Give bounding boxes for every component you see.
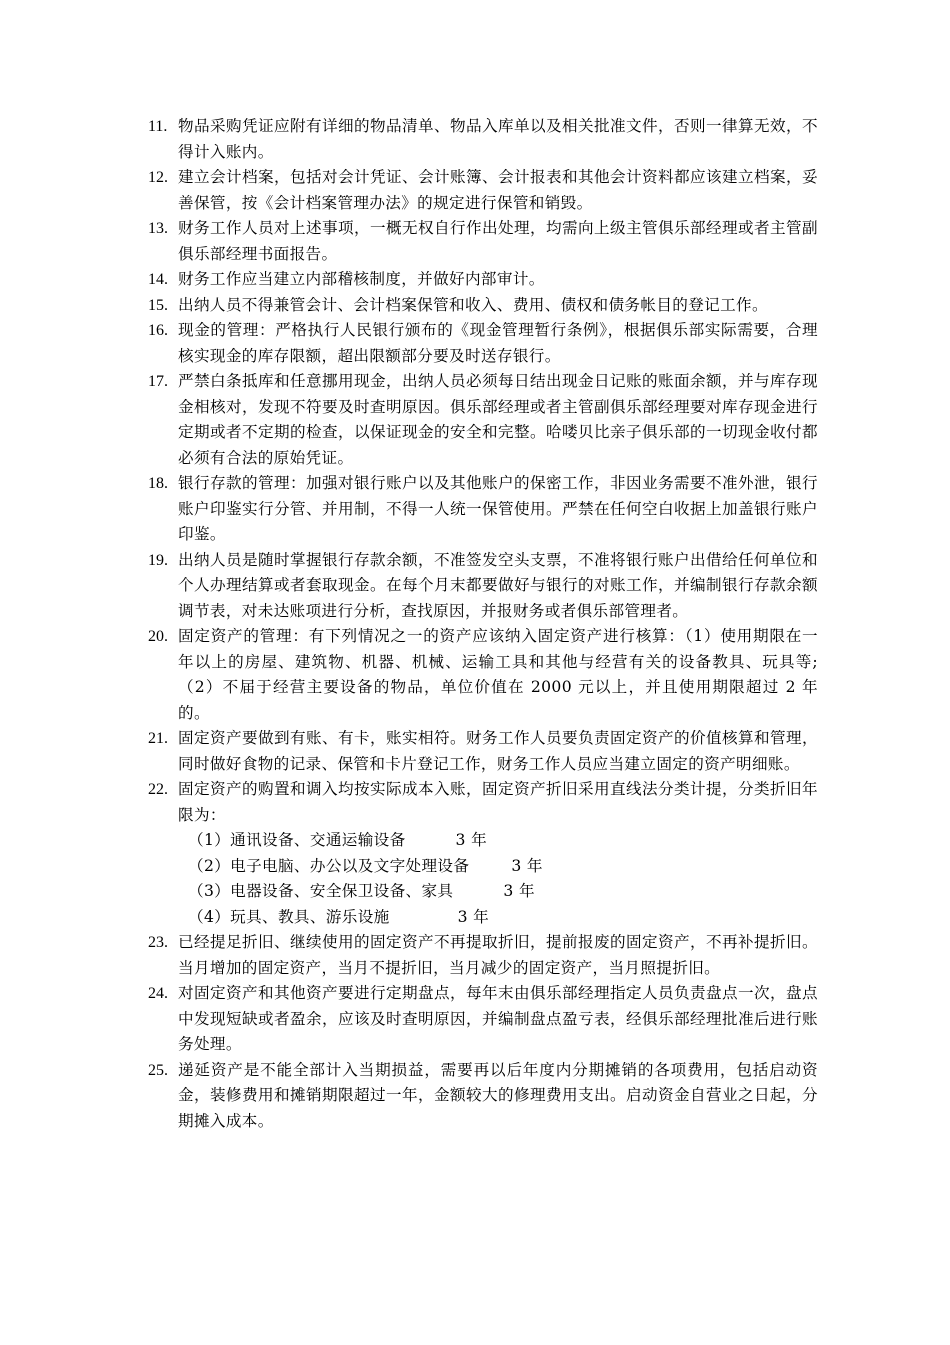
depreciation-years: 3 年 xyxy=(511,856,543,875)
item-text: 出纳人员是随时掌握银行存款余额，不准签发空头支票，不准将银行账户出借给任何单位和个人办理结算或者套取现金。在每个月末都要做好与银行的对账工作，并编制银行存款余额调节表，对未达账项进行分析，查找原因，并报财务或者俱乐部管理者。 xyxy=(178,550,818,620)
item-text: 银行存款的管理：加强对银行账户以及其他账户的保密工作，非因业务需要不准外泄，银行账户印鉴实行分管、并用制，不得一人统一保管使用。严禁在任何空白收据上加盖银行账户印鉴。 xyxy=(178,474,818,543)
item-text: 财务工作应当建立内部稽核制度，并做好内部审计。 xyxy=(178,270,545,288)
list-item-15 xyxy=(148,293,828,319)
item-number: 19. xyxy=(148,551,168,569)
item-text: 严禁白条抵库和任意挪用现金，出纳人员必须每日结出现金日记账的账面余额，并与库存现金相核对，发现不符要及时查明原因。俱乐部经理或者主管副俱乐部经理要对库存现金进行定期或者不定期的检查，以保证现金的安全和完整。哈喽贝比亲子俱乐部的一切现金收付都必须有合法的原始凭证。 xyxy=(178,372,818,467)
depreciation-category: （1）通讯设备、交通运输设备 xyxy=(188,831,406,849)
list-item-25 xyxy=(148,1058,828,1135)
depreciation-category: （4）玩具、教具、游乐设施 xyxy=(188,907,390,926)
item-text: 物品采购凭证应附有详细的物品清单、物品入库单以及相关批准文件，否则一律算无效，不得计入账内。 xyxy=(178,117,818,161)
list-item-11 xyxy=(148,114,828,165)
list-item-21 xyxy=(148,726,828,777)
item-number: 16. xyxy=(148,322,168,339)
depreciation-category: （2）电子电脑、办公以及文字处理设备 xyxy=(188,856,470,875)
item-text: 现金的管理：严格执行人民银行颁布的《现金管理暂行条例》，根据俱乐部实际需要，合理核实现金的库存限额，超出限额部分要及时送存银行。 xyxy=(178,321,818,365)
item-number: 13. xyxy=(148,220,168,237)
item-number: 25. xyxy=(148,1061,168,1079)
item-text: 出纳人员不得兼管会计、会计档案保管和收入、费用、债权和债务帐目的登记工作。 xyxy=(178,295,768,314)
item-number: 15. xyxy=(148,296,168,314)
list-item-19 xyxy=(148,548,828,625)
list-item-17 xyxy=(148,369,828,471)
list-item-12 xyxy=(148,165,828,216)
list-item-24 xyxy=(148,981,828,1058)
depreciation-row xyxy=(178,854,818,880)
depreciation-category: （3）电器设备、安全保卫设备、家具 xyxy=(188,882,454,900)
list-item-22 xyxy=(148,777,828,930)
item-text: 对固定资产和其他资产要进行定期盘点，每年末由俱乐部经理指定人员负责盘点一次，盘点中发现短缺或者盈余，应该及时查明原因，并编制盘点盈亏表，经俱乐部经理批准后进行账务处理。 xyxy=(178,984,818,1053)
item-text: 固定资产的购置和调入均按实际成本入账，固定资产折旧采用直线法分类计提，分类折旧年限为： xyxy=(178,780,818,824)
item-text: 固定资产要做到有账、有卡，账实相符。财务工作人员要负责固定资产的价值核算和管理，同时做好食物的记录、保管和卡片登记工作，财务工作人员应当建立固定的资产明细账。 xyxy=(178,729,818,773)
list-item-23 xyxy=(148,930,828,981)
depreciation-row xyxy=(178,828,818,854)
item-text: 已经提足折旧、继续使用的固定资产不再提取折旧，提前报废的固定资产，不再补提折旧。当月增加的固定资产，当月不提折旧，当月减少的固定资产，当月照提折旧。 xyxy=(178,933,818,977)
item-body xyxy=(178,777,818,930)
depreciation-row xyxy=(178,879,818,905)
item-number: 20. xyxy=(148,628,168,645)
depreciation-row xyxy=(178,905,818,931)
item-text: 固定资产的管理：有下列情况之一的资产应该纳入固定资产进行核算：（1）使用期限在一年以上的房屋、建筑物、机器、机械、运输工具和其他与经营有关的设备教具、玩具等;（2）不届于经营主要设备的物品，单位价值在 2000 元以上，并且使用期限超过 2 年的。 xyxy=(178,627,818,722)
item-number: 24. xyxy=(148,985,168,1002)
depreciation-years: 3 年 xyxy=(455,831,488,849)
item-text: 递延资产是不能全部计入当期损益，需要再以后年度内分期摊销的各项费用，包括启动资金，装修费用和摊销期限超过一年，金额较大的修理费用支出。启动资金自营业之日起，分期摊入成本。 xyxy=(178,1060,818,1130)
item-number: 17. xyxy=(148,373,168,390)
item-number: 21. xyxy=(148,730,168,747)
regulation-list xyxy=(148,114,828,1134)
item-number: 23. xyxy=(148,934,168,951)
item-number: 11. xyxy=(148,118,168,135)
list-item-18 xyxy=(148,471,828,548)
item-number: 18. xyxy=(148,475,168,492)
item-text: 财务工作人员对上述事项，一概无权自行作出处理，均需向上级主管俱乐部经理或者主管副俱乐部经理书面报告。 xyxy=(178,219,818,263)
list-item-20 xyxy=(148,624,828,726)
item-number: 22. xyxy=(148,781,168,798)
list-item-13 xyxy=(148,216,828,267)
item-number: 14. xyxy=(148,271,168,288)
depreciation-years: 3 年 xyxy=(457,907,490,926)
item-number: 12. xyxy=(148,169,168,186)
list-item-14 xyxy=(148,267,828,293)
depreciation-years: 3 年 xyxy=(503,882,535,900)
item-text: 建立会计档案，包括对会计凭证、会计账簿、会计报表和其他会计资料都应该建立档案，妥善保管，按《会计档案管理办法》的规定进行保管和销毁。 xyxy=(178,168,818,212)
list-item-16 xyxy=(148,318,828,369)
